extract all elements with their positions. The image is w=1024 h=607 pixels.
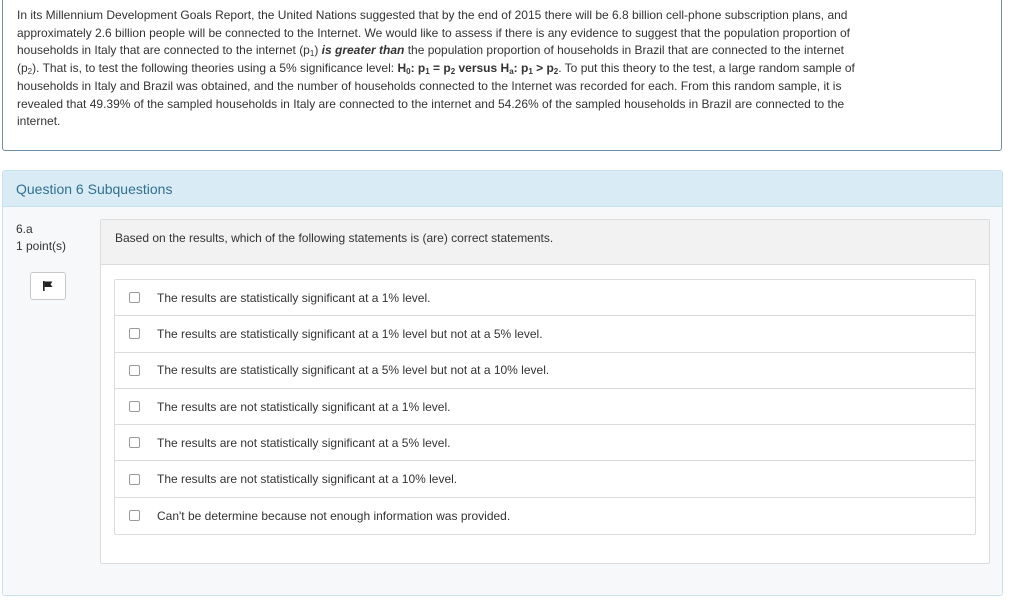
question-prompt: Based on the results, which of the following statements is (are) correct statements.	[101, 220, 989, 265]
subscript: 2	[27, 67, 33, 77]
answer-option[interactable]	[115, 353, 975, 389]
option-label: The results are not statistically significant at a 5% level.	[157, 435, 451, 450]
question-number-block	[16, 221, 66, 255]
answer-option[interactable]	[115, 389, 975, 425]
checkbox[interactable]	[129, 510, 140, 521]
answer-options	[114, 279, 976, 535]
checkbox[interactable]	[129, 401, 140, 412]
checkbox[interactable]	[129, 437, 140, 448]
subscript: 1	[309, 49, 315, 59]
question-box	[100, 219, 990, 564]
answer-option[interactable]	[115, 461, 975, 497]
problem-statement-panel	[2, 0, 1002, 151]
checkbox[interactable]	[129, 474, 140, 485]
problem-text-part: ). That is, to test the following theories using a 5% significance level:	[32, 61, 398, 76]
answer-option[interactable]	[115, 425, 975, 461]
option-label: The results are not statistically significant at a 1% level.	[157, 399, 451, 414]
flag-icon	[42, 280, 54, 292]
emphasis-text: is greater than	[321, 43, 405, 58]
question-number: 6.a	[16, 222, 33, 236]
option-label: The results are statistically significant at a 5% level but not at a 10% level.	[157, 363, 550, 378]
option-label: The results are statistically significant at a 1% level.	[157, 290, 431, 305]
subquestions-panel	[2, 170, 1003, 596]
option-label: Can't be determine because not enough information was provided.	[157, 508, 511, 523]
problem-text-part: . To put this theory to the test, a large random sample of households in Italy and Brazil was obtained, and the number of households connected to the Internet was recorded for each. From this random sample, it is revealed that 49.39% of the sampled households in Italy are connected to the internet and 54.26% of the sampled households in Brazil are connected to the internet.	[17, 61, 855, 129]
checkbox[interactable]	[129, 292, 140, 303]
answer-option[interactable]	[115, 280, 975, 316]
checkbox[interactable]	[129, 365, 140, 376]
problem-text-part: the population proportion of households in Brazil that are connected to the internet (p	[17, 43, 844, 76]
option-label: The results are not statistically significant at a 10% level.	[157, 472, 458, 487]
question-points: 1 point(s)	[16, 239, 67, 253]
problem-text-part: In its Millennium Development Goals Report, the United Nations suggested that by the end of 2015 there will be 6.8 billion cell-phone subscription plans, and approximately 2.6 billion people will be connected to the Internet. We would like to assess if there is any evidence to suggest that the population proportion of households in Italy that are connected to the internet (p	[17, 8, 850, 58]
hypotheses: $H_0$: $p_1 = p_2$ versus $H_a$: $p_1 > p_2$	[397, 61, 559, 77]
answer-option[interactable]	[115, 316, 975, 352]
flag-button[interactable]	[30, 272, 66, 300]
subquestions-header: Question 6 Subquestions	[3, 171, 1002, 207]
answer-option[interactable]	[115, 498, 975, 534]
problem-text-part: )	[314, 43, 322, 58]
option-label: The results are statistically significant at a 1% level but not at a 5% level.	[157, 326, 543, 341]
problem-statement-text	[17, 7, 867, 131]
checkbox[interactable]	[129, 328, 140, 339]
